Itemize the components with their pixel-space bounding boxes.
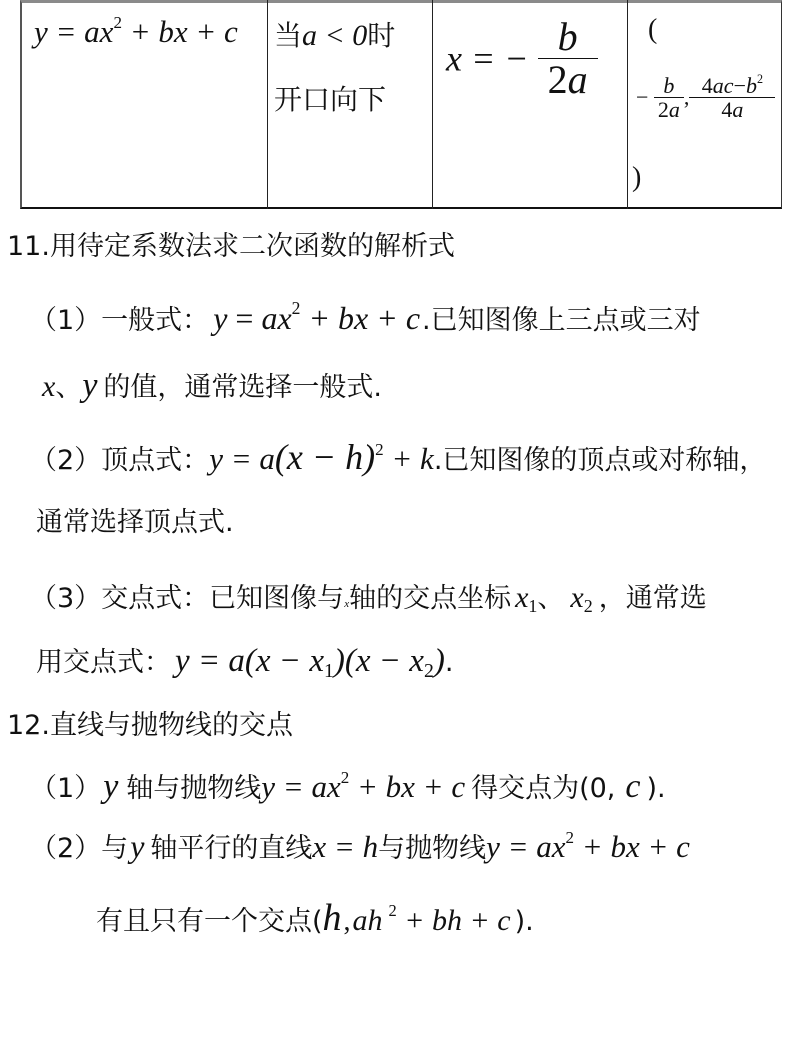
section-12-item-2-line2: 有且只有一个交点(h,ah $^2$ + bh + c ). <box>96 897 534 939</box>
section-11-item-1: （1）一般式： $y = ax^2$ + bx + c.已知图像上三点或三对 <box>30 298 701 336</box>
vertex-form-formula: $y = a(x - h)^2 + k$ <box>209 437 434 477</box>
parabola-formula: $y = ax^2$ + bx + c <box>486 827 690 864</box>
table-cell-function-formula: $y = ax^2$ + bx + c <box>34 12 238 49</box>
table-divider <box>627 0 628 209</box>
section-11-item-2: （2）顶点式：$y = a(x - h)^2 + k$.已知图像的顶点或对称轴， <box>30 437 767 477</box>
table-cell-axis-of-symmetry: x = − $\frac{b}{2a}$ <box>446 16 598 101</box>
intercept-form-formula: $y = a(x - x_1)(x - x_2)$ <box>175 643 445 682</box>
vertex-open-paren: ( <box>648 14 658 45</box>
table-cell-vertex-coordinates: − $\frac{b}{2a}$ , $\frac{4ac-b^2}{4a}$ <box>636 74 775 121</box>
parabola-formula: $y = ax^2$ + bx + c <box>261 767 466 804</box>
table-cell-opening-direction: 当a < 0时 <box>274 19 396 52</box>
section-11-item-3: （3）交点式：已知图像与x轴的交点坐标 $x_1$、 $x_2$ ，通常选 <box>30 581 707 617</box>
section-11-item-2-line2: 通常选择顶点式. <box>36 507 234 538</box>
section-12-item-2: （2）与y 轴平行的直线x = h与抛物线$y = ax^2$ + bx + c <box>30 827 690 864</box>
section-11-heading: 11.用待定系数法求二次函数的解析式 <box>7 231 455 262</box>
section-12-heading: 12.直线与抛物线的交点 <box>7 710 293 741</box>
table-divider <box>267 0 268 209</box>
section-11-item-3-line2: 用交点式： $y = a(x - x_1)(x - x_2)$. <box>36 643 454 682</box>
opening-down-text: 开口向下 <box>274 83 387 116</box>
vertex-close-paren: ) <box>632 162 642 193</box>
section-12-item-1: （1）y 轴与抛物线$y = ax^2$ + bx + c 得交点为(0, c ). <box>30 767 666 805</box>
table-divider <box>432 0 433 209</box>
section-11-item-1-line2: x、y 的值，通常选择一般式. <box>42 367 383 404</box>
general-form-formula: $y = ax^2$ + bx + c <box>213 298 421 336</box>
